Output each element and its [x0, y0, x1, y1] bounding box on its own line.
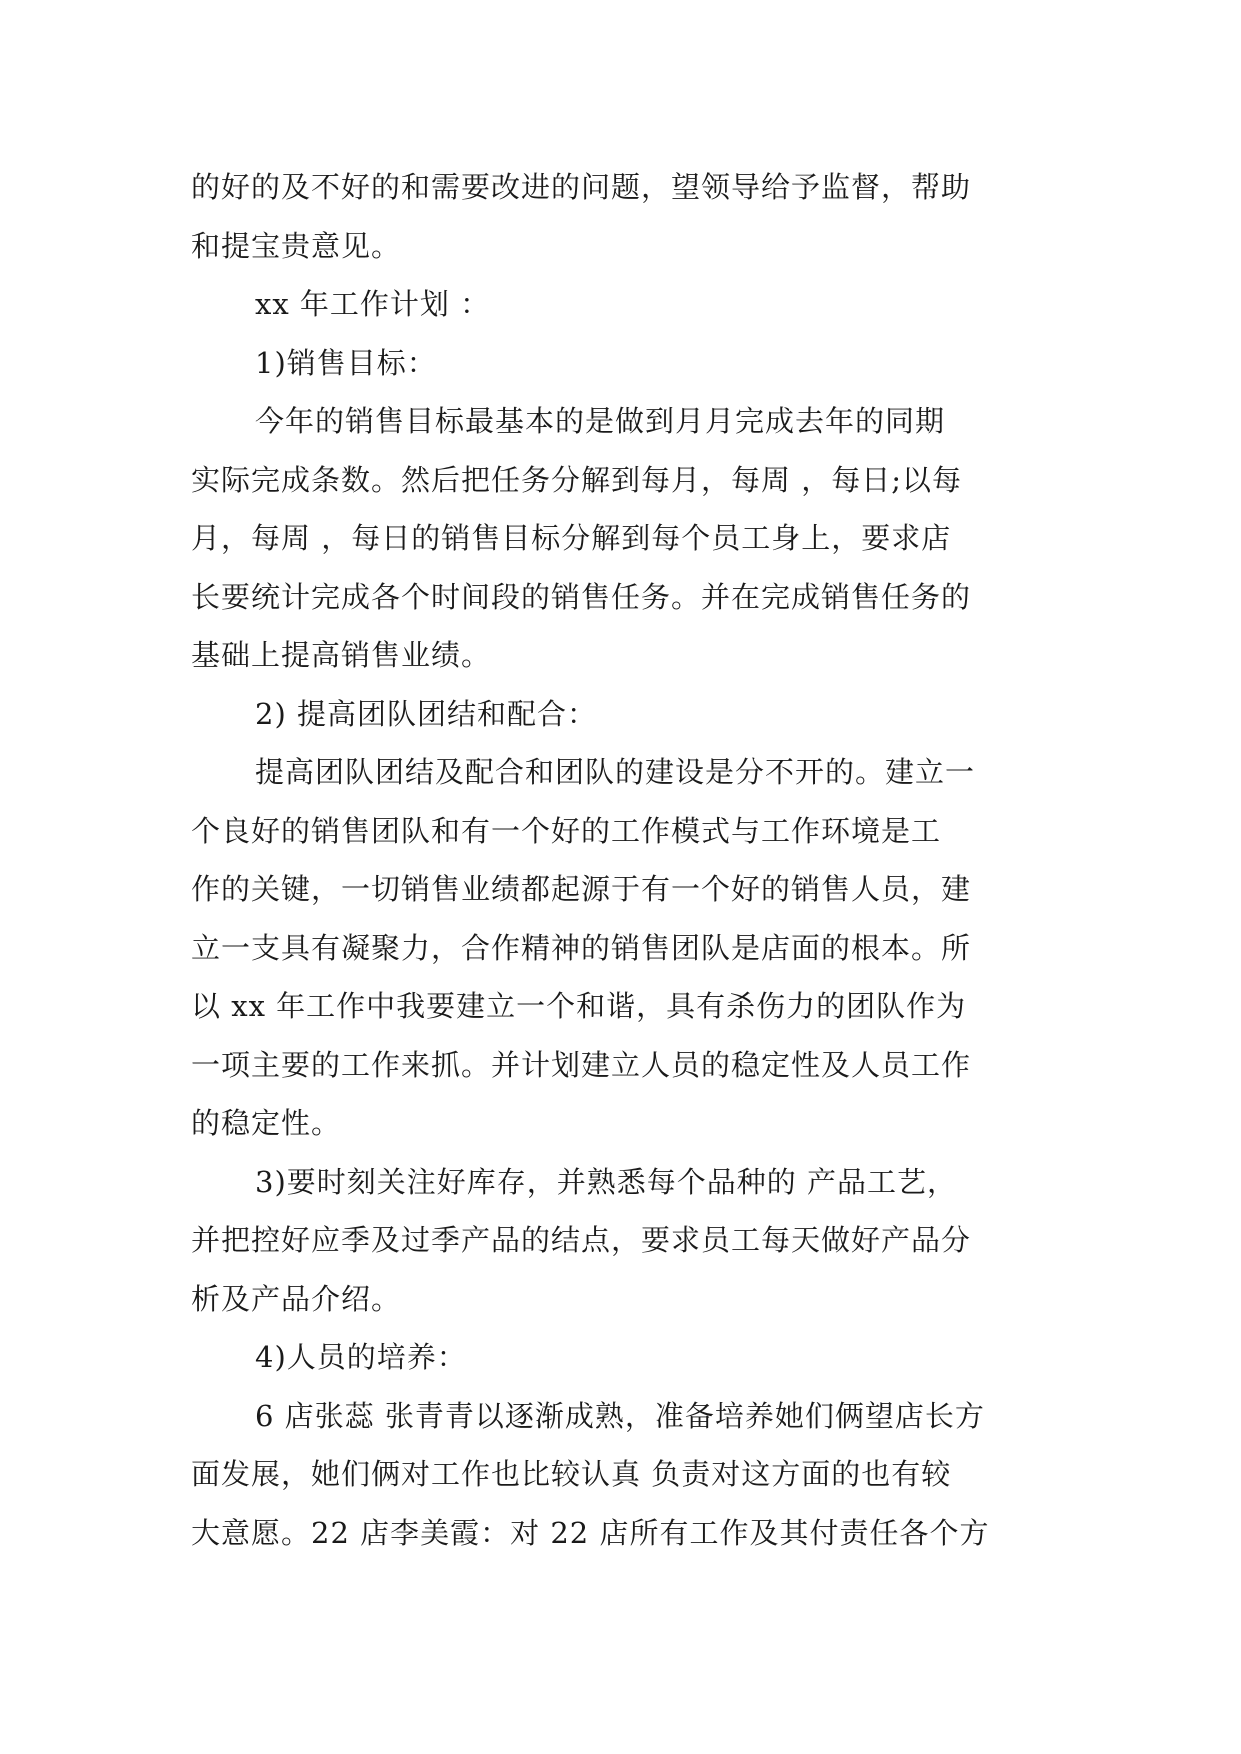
text-line: 长要统计完成各个时间段的销售任务。并在完成销售任务的	[191, 579, 972, 614]
text-line: 大意愿。22 店李美霞：对 22 店所有工作及其付责任各个方	[191, 1515, 990, 1550]
text-line: 今年的销售目标最基本的是做到月月完成去年的同期	[255, 404, 946, 438]
section-heading: 3)要时刻关注好库存，并熟悉每个品种的 产品工艺，	[255, 1164, 957, 1199]
text-line: 的稳定性。	[191, 1106, 342, 1140]
section-heading: 4)人员的培养：	[255, 1340, 467, 1374]
text-line: 月，每周 ，每日的销售目标分解到每个员工身上，要求店	[191, 521, 952, 555]
text-line: 立一支具有凝聚力，合作精神的销售团队是店面的根本。所	[191, 930, 972, 965]
body-text	[191, 158, 1061, 1562]
text-line: 面发展，她们俩对工作也比较认真 负责对这方面的也有较	[191, 1457, 952, 1491]
text-line: 实际完成条数。然后把任务分解到每月，每周 ，每日;以每	[191, 462, 962, 497]
text-line: 提高团队团结及配合和团队的建设是分不开的。建立一	[255, 755, 976, 789]
text-line: 并把控好应季及过季产品的结点，要求员工每天做好产品分	[191, 1223, 972, 1257]
text-line: 基础上提高销售业绩。	[191, 638, 492, 672]
text-line: 一项主要的工作来抓。并计划建立人员的稳定性及人员工作	[191, 1047, 972, 1082]
text-line: 和提宝贵意见。	[191, 228, 402, 263]
text-line: 析及产品介绍。	[191, 1281, 402, 1316]
text-line: 作的关键，一切销售业绩都起源于有一个好的销售人员，建	[191, 872, 972, 906]
section-heading: 2) 提高团队团结和配合：	[255, 696, 597, 731]
text-line: 6 店张蕊 张青青以逐渐成熟，准备培养她们俩望店长方	[255, 1398, 985, 1433]
text-line: xx 年工作计划 ：	[255, 287, 491, 321]
text-line: 以 xx 年工作中我要建立一个和谐，具有杀伤力的团队作为	[191, 989, 967, 1023]
text-line: 的好的及不好的和需要改进的问题，望领导给予监督，帮助	[191, 170, 972, 204]
text-line: 个良好的销售团队和有一个好的工作模式与工作环境是工	[191, 813, 942, 848]
section-heading: 1)销售目标：	[255, 345, 437, 380]
